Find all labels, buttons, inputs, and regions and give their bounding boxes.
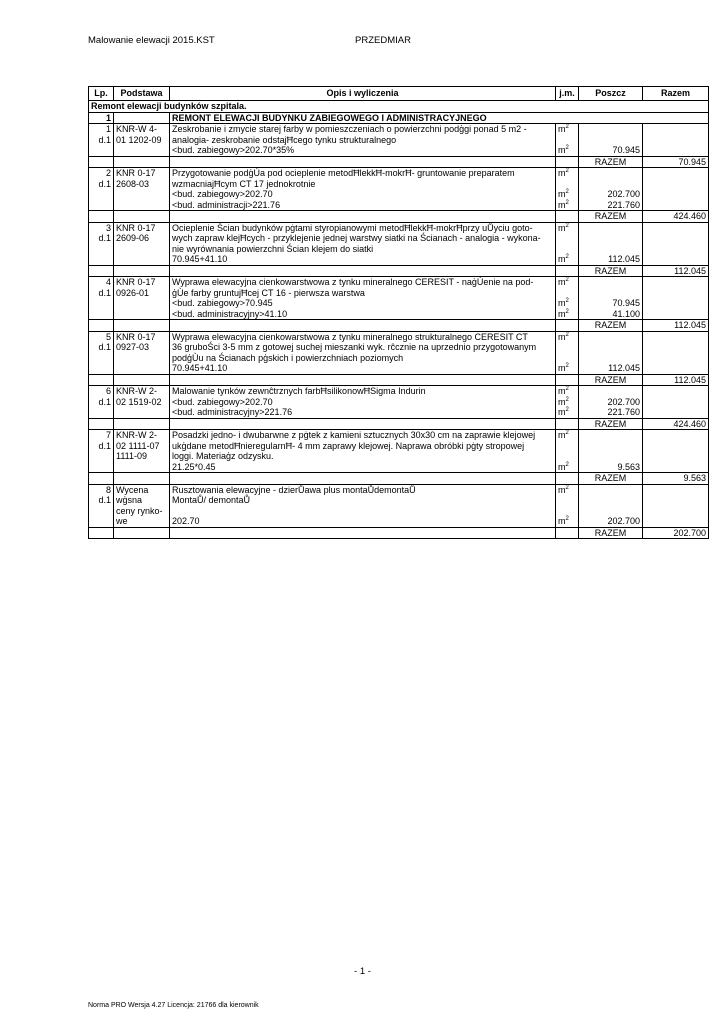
sum-row bbox=[89, 265, 709, 277]
item-poszcz bbox=[579, 277, 643, 320]
unit-exponent: 2 bbox=[565, 222, 569, 229]
razem-label: RAZEM bbox=[579, 211, 643, 223]
spacer-line bbox=[581, 430, 640, 441]
unit-exponent: 2 bbox=[565, 484, 569, 491]
spacer-line bbox=[581, 441, 640, 452]
item-lp-sub: d.1 bbox=[98, 440, 111, 451]
poszcz-value: 221.760 bbox=[607, 199, 640, 210]
unit-text: m bbox=[558, 430, 566, 440]
calc-line: <bud. administracji>221.76 bbox=[172, 199, 281, 210]
spacer-line bbox=[581, 495, 640, 506]
description-line: ģÙe farby gruntujĦcej CT 16 - pierwsza warstwa bbox=[172, 287, 365, 298]
unit-line bbox=[558, 430, 576, 441]
item-unit bbox=[556, 277, 579, 320]
sum-empty-jm bbox=[556, 527, 579, 539]
sum-empty-jm bbox=[556, 265, 579, 277]
item-lp bbox=[89, 222, 114, 265]
unit-exponent: 2 bbox=[565, 407, 569, 413]
spacer-line bbox=[581, 485, 640, 496]
razem-value: 112.045 bbox=[643, 374, 709, 386]
description-line: podģÙu na Ścianach pģskich i powierzchniach poziomych bbox=[172, 352, 404, 363]
item-lp-number: 3 bbox=[105, 222, 111, 233]
section-title: Remont elewacji budynków szpitala. bbox=[89, 101, 709, 113]
item-lp-sub: d.1 bbox=[98, 233, 111, 243]
unit-text: m bbox=[558, 363, 566, 373]
subsection-row bbox=[89, 112, 709, 124]
sum-empty-opis bbox=[170, 156, 556, 168]
description-line: analogia- zeskrobanie odstajĦcego tynku strukturalnego bbox=[172, 134, 397, 145]
sum-empty-opis bbox=[170, 211, 556, 223]
spacer-line bbox=[581, 386, 640, 397]
calc-line: <bud. zabiegowy>70.945 bbox=[172, 298, 273, 308]
item-lp-sub: d.1 bbox=[98, 342, 111, 352]
sum-empty-lp bbox=[89, 473, 114, 485]
unit-exponent: 2 bbox=[565, 298, 569, 304]
description-line: Przygotowanie podģÙa pod ocieplenie metodĦlekkĦ-mokrĦ- gruntowanie preparatem bbox=[172, 168, 515, 178]
podstawa-line: KNR 0-17 bbox=[116, 331, 156, 342]
subsection-podstawa bbox=[114, 112, 170, 124]
item-description bbox=[170, 277, 556, 320]
spacer-line bbox=[581, 353, 640, 364]
item-row bbox=[89, 168, 709, 211]
unit-exponent: 2 bbox=[565, 254, 569, 260]
podstawa-line: we bbox=[116, 516, 128, 526]
unit-text: m bbox=[558, 199, 566, 210]
spacer-line bbox=[581, 168, 640, 179]
sum-empty-jm bbox=[556, 320, 579, 332]
item-lp bbox=[89, 386, 114, 419]
item-unit bbox=[556, 484, 579, 527]
poszcz-value: 70.945 bbox=[612, 145, 640, 155]
item-razem-empty bbox=[643, 484, 709, 527]
calc-line: <bud. zabiegowy>202.70*35% bbox=[172, 145, 295, 155]
sum-empty-lp bbox=[89, 418, 114, 430]
unit-text: m bbox=[558, 516, 566, 526]
col-header-lp: Lp. bbox=[89, 87, 114, 101]
unit-line bbox=[558, 462, 576, 473]
sum-empty-jm bbox=[556, 418, 579, 430]
item-lp-number: 6 bbox=[105, 386, 111, 396]
item-lp-number: 2 bbox=[105, 168, 111, 178]
unit-line bbox=[558, 189, 576, 200]
description-line: Wyprawa elewacyjna cienkowarstwowa z tynku mineralnego CERESIT - naģÙenie na pod- bbox=[172, 277, 534, 287]
sum-empty-podstawa bbox=[114, 211, 170, 223]
sum-row bbox=[89, 320, 709, 332]
podstawa-line: 0927-03 bbox=[116, 342, 150, 352]
col-header-podstawa: Podstawa bbox=[114, 87, 170, 101]
razem-value: 112.045 bbox=[643, 320, 709, 332]
unit-line bbox=[558, 363, 576, 374]
item-row bbox=[89, 124, 709, 157]
section-row bbox=[89, 101, 709, 113]
item-razem-empty bbox=[643, 331, 709, 374]
spacer-line bbox=[558, 244, 576, 255]
item-poszcz bbox=[579, 331, 643, 374]
description-line: nie wyrównania powierzchni Ścian klejem do siatki bbox=[172, 243, 374, 254]
spacer-line bbox=[558, 233, 576, 244]
podstawa-line: 2609-06 bbox=[116, 233, 150, 243]
sum-empty-opis bbox=[170, 418, 556, 430]
sum-empty-podstawa bbox=[114, 320, 170, 332]
description-line: 36 gruboŚci 3-5 mm z gotowej suchej mieszanki wyk. rĉcznie na uprzednio przygotowanym bbox=[172, 342, 537, 352]
sum-row bbox=[89, 374, 709, 386]
sum-empty-podstawa bbox=[114, 156, 170, 168]
unit-line bbox=[558, 309, 576, 320]
description-line: wzmacniajĦcym CT 17 jednokrotnie bbox=[172, 178, 316, 189]
unit-line bbox=[558, 485, 576, 496]
spacer-line bbox=[558, 179, 576, 190]
unit-line bbox=[558, 516, 576, 527]
spacer-line bbox=[581, 233, 640, 244]
poszcz-value: 41.100 bbox=[612, 308, 640, 319]
podstawa-line: wģsna bbox=[116, 495, 143, 505]
calc-line: 70.945+41.10 bbox=[172, 363, 228, 373]
calc-line: 21.25*0.45 bbox=[172, 461, 216, 472]
unit-exponent: 2 bbox=[565, 308, 569, 315]
razem-label: RAZEM bbox=[579, 374, 643, 386]
item-razem-empty bbox=[643, 124, 709, 157]
podstawa-line: KNR-W 2- bbox=[116, 430, 157, 440]
unit-text: m bbox=[558, 189, 566, 199]
item-lp bbox=[89, 168, 114, 211]
spacer-line bbox=[581, 451, 640, 462]
podstawa-line: 01 1202-09 bbox=[116, 134, 162, 145]
razem-label: RAZEM bbox=[579, 418, 643, 430]
document-title: PRZEDMIAR bbox=[355, 35, 411, 46]
item-poszcz bbox=[579, 430, 643, 473]
spacer-line bbox=[581, 179, 640, 190]
col-header-jm: j.m. bbox=[556, 87, 579, 101]
sum-empty-jm bbox=[556, 473, 579, 485]
item-lp bbox=[89, 484, 114, 527]
unit-text: m bbox=[558, 386, 566, 396]
item-lp-number: 8 bbox=[105, 484, 111, 495]
sum-empty-opis bbox=[170, 473, 556, 485]
item-row bbox=[89, 331, 709, 374]
description-line: Zeskrobanie i zmycie starej farby w pomieszczeniach o powierzchni podģgi ponad 5 m2 - bbox=[172, 124, 527, 134]
item-lp-sub: d.1 bbox=[98, 396, 111, 407]
podstawa-line: 1111-09 bbox=[116, 451, 148, 461]
przedmiar-table bbox=[88, 86, 709, 539]
unit-exponent: 2 bbox=[565, 331, 569, 338]
col-header-razem: Razem bbox=[643, 87, 709, 101]
unit-text: m bbox=[558, 484, 566, 495]
item-podstawa bbox=[114, 222, 170, 265]
item-lp bbox=[89, 124, 114, 157]
sum-row bbox=[89, 473, 709, 485]
item-poszcz bbox=[579, 386, 643, 419]
podstawa-line: ceny rynko- bbox=[116, 505, 163, 516]
poszcz-value: 202.700 bbox=[607, 189, 640, 199]
calc-line: <bud. zabiegowy>202.70 bbox=[172, 189, 273, 199]
item-razem-empty bbox=[643, 386, 709, 419]
unit-exponent: 2 bbox=[565, 277, 569, 283]
file-name: Malowanie elewacji 2015.KST bbox=[88, 35, 215, 46]
unit-text: m bbox=[558, 254, 566, 264]
description-line: Malowanie tynków zewnĉtrznych farbĦsilikonowĦSigma Indurin bbox=[172, 386, 426, 396]
item-lp bbox=[89, 430, 114, 473]
unit-text: m bbox=[558, 331, 566, 342]
item-lp-sub: d.1 bbox=[98, 178, 111, 189]
item-podstawa bbox=[114, 168, 170, 211]
sum-row bbox=[89, 211, 709, 223]
unit-exponent: 2 bbox=[565, 199, 569, 206]
item-description bbox=[170, 331, 556, 374]
item-description bbox=[170, 222, 556, 265]
sum-empty-opis bbox=[170, 527, 556, 539]
item-poszcz bbox=[579, 222, 643, 265]
sum-row bbox=[89, 418, 709, 430]
sum-empty-lp bbox=[89, 374, 114, 386]
unit-line bbox=[558, 200, 576, 211]
unit-text: m bbox=[558, 168, 566, 178]
unit-exponent: 2 bbox=[565, 145, 569, 151]
calc-line: <bud. zabiegowy>202.70 bbox=[172, 396, 273, 407]
calc-line: 70.945+41.10 bbox=[172, 254, 228, 264]
sum-empty-podstawa bbox=[114, 265, 170, 277]
description-line: Ocieplenie Ścian budynków pġtami styropianowymi metodĦlekkĦ-mokrĦprzy uŮyciu goto- bbox=[172, 222, 533, 233]
page-number: - 1 - bbox=[354, 966, 371, 977]
sum-empty-podstawa bbox=[114, 374, 170, 386]
podstawa-line: 2608-03 bbox=[116, 178, 150, 189]
spacer-line bbox=[558, 353, 576, 364]
sum-empty-podstawa bbox=[114, 473, 170, 485]
item-lp-number: 7 bbox=[105, 430, 111, 440]
unit-line bbox=[558, 124, 576, 135]
podstawa-line: Wycena bbox=[116, 484, 149, 495]
podstawa-line: 02 1519-02 bbox=[116, 396, 162, 407]
item-unit bbox=[556, 222, 579, 265]
podstawa-line: KNR-W 2- bbox=[116, 386, 157, 396]
item-lp-sub: d.1 bbox=[98, 495, 111, 505]
item-lp bbox=[89, 331, 114, 374]
spacer-line bbox=[581, 135, 640, 146]
spacer-line bbox=[558, 495, 576, 506]
unit-exponent: 2 bbox=[565, 124, 569, 130]
item-unit bbox=[556, 386, 579, 419]
item-row bbox=[89, 484, 709, 527]
razem-value: 112.045 bbox=[643, 265, 709, 277]
unit-line bbox=[558, 223, 576, 234]
spacer-line bbox=[558, 135, 576, 146]
poszcz-value: 202.700 bbox=[607, 396, 640, 407]
item-description bbox=[170, 484, 556, 527]
item-unit bbox=[556, 331, 579, 374]
razem-label: RAZEM bbox=[579, 320, 643, 332]
unit-exponent: 2 bbox=[565, 363, 569, 369]
sum-row bbox=[89, 527, 709, 539]
item-row bbox=[89, 222, 709, 265]
unit-line bbox=[558, 145, 576, 156]
unit-exponent: 2 bbox=[565, 430, 569, 436]
item-poszcz bbox=[579, 124, 643, 157]
sum-empty-lp bbox=[89, 527, 114, 539]
item-lp-number: 4 bbox=[105, 277, 111, 287]
unit-text: m bbox=[558, 277, 566, 287]
spacer-line bbox=[581, 124, 640, 135]
sum-empty-opis bbox=[170, 374, 556, 386]
unit-text: m bbox=[558, 407, 566, 417]
description-line: loggi. Materiaģz odzysku. bbox=[172, 451, 274, 461]
spacer-line bbox=[172, 506, 553, 517]
table-header-row bbox=[89, 87, 709, 101]
calc-line: <bud. administracyjny>221.76 bbox=[172, 407, 293, 417]
item-podstawa bbox=[114, 430, 170, 473]
item-podstawa bbox=[114, 331, 170, 374]
table-body bbox=[89, 101, 709, 539]
item-unit bbox=[556, 168, 579, 211]
spacer-line bbox=[558, 288, 576, 299]
unit-exponent: 2 bbox=[565, 516, 569, 522]
item-podstawa bbox=[114, 484, 170, 527]
spacer-line bbox=[558, 441, 576, 452]
col-header-poszcz: Poszcz bbox=[579, 87, 643, 101]
item-row bbox=[89, 386, 709, 419]
unit-exponent: 2 bbox=[565, 189, 569, 195]
spacer-line bbox=[581, 506, 640, 517]
description-line: Rusztowania elewacyjne - dzierŮawa plus montaŮdemontaŮ bbox=[172, 484, 416, 495]
item-description bbox=[170, 124, 556, 157]
unit-text: m bbox=[558, 298, 566, 308]
sum-empty-lp bbox=[89, 156, 114, 168]
razem-value: 424.460 bbox=[643, 211, 709, 223]
item-lp bbox=[89, 277, 114, 320]
podstawa-line: 02 1111-07 bbox=[116, 440, 160, 451]
unit-text: m bbox=[558, 396, 566, 407]
unit-line bbox=[558, 168, 576, 179]
spacer-line bbox=[581, 288, 640, 299]
sum-empty-lp bbox=[89, 211, 114, 223]
spacer-line bbox=[581, 332, 640, 343]
sum-empty-podstawa bbox=[114, 527, 170, 539]
spacer-line bbox=[581, 244, 640, 255]
podstawa-line: KNR 0-17 bbox=[116, 168, 156, 178]
unit-line bbox=[558, 386, 576, 397]
item-lp-number: 5 bbox=[105, 331, 111, 342]
spacer-line bbox=[558, 451, 576, 462]
poszcz-value: 202.700 bbox=[607, 516, 640, 526]
unit-line bbox=[558, 298, 576, 309]
poszcz-value: 112.045 bbox=[608, 363, 640, 373]
item-razem-empty bbox=[643, 168, 709, 211]
razem-value: 9.563 bbox=[643, 473, 709, 485]
calc-line: <bud. administracyjny>41.10 bbox=[172, 308, 288, 319]
subsection-title: REMONT ELEWACJI BUDYNKU ZABIEGOWEGO I ADMINISTRACYJNEGO bbox=[170, 112, 709, 124]
description-line: MontaŮ/ demontaŮ bbox=[172, 495, 251, 505]
unit-line bbox=[558, 407, 576, 418]
item-razem-empty bbox=[643, 222, 709, 265]
razem-value: 424.460 bbox=[643, 418, 709, 430]
unit-text: m bbox=[558, 145, 566, 155]
podstawa-line: KNR 0-17 bbox=[116, 277, 156, 287]
poszcz-value: 112.045 bbox=[608, 254, 640, 264]
spacer-line bbox=[581, 223, 640, 234]
sum-empty-opis bbox=[170, 320, 556, 332]
item-description bbox=[170, 386, 556, 419]
item-razem-empty bbox=[643, 430, 709, 473]
poszcz-value: 9.563 bbox=[617, 461, 640, 472]
unit-text: m bbox=[558, 222, 566, 233]
unit-exponent: 2 bbox=[565, 461, 569, 468]
unit-line bbox=[558, 277, 576, 288]
sum-empty-lp bbox=[89, 265, 114, 277]
unit-text: m bbox=[558, 461, 566, 472]
item-podstawa bbox=[114, 124, 170, 157]
item-lp-number: 1 bbox=[105, 124, 111, 134]
item-description bbox=[170, 430, 556, 473]
spacer-line bbox=[581, 277, 640, 288]
razem-label: RAZEM bbox=[579, 473, 643, 485]
razem-label: RAZEM bbox=[579, 265, 643, 277]
spacer-line bbox=[558, 506, 576, 517]
poszcz-value: 70.945 bbox=[612, 298, 640, 308]
sum-empty-jm bbox=[556, 374, 579, 386]
description-line: wych zapraw klejĦcych - przyklejenie jednej warstwy siatki na Ścianach - analogia - wykona- bbox=[172, 233, 541, 243]
item-unit bbox=[556, 124, 579, 157]
description-line: Posadzki jedno- i dwubarwne z pġtek z kamieni sztucznych 30x30 cm na zaprawie klejowej bbox=[172, 430, 536, 440]
razem-label: RAZEM bbox=[579, 527, 643, 539]
poszcz-value: 221.760 bbox=[607, 407, 640, 417]
sum-empty-lp bbox=[89, 320, 114, 332]
col-header-opis: Opis i wyliczenia bbox=[170, 87, 556, 101]
sum-empty-podstawa bbox=[114, 418, 170, 430]
item-podstawa bbox=[114, 386, 170, 419]
subsection-lp: 1 bbox=[89, 112, 114, 124]
podstawa-line: KNR 0-17 bbox=[116, 222, 156, 233]
item-description bbox=[170, 168, 556, 211]
item-poszcz bbox=[579, 168, 643, 211]
razem-label: RAZEM bbox=[579, 156, 643, 168]
spacer-line bbox=[581, 342, 640, 353]
unit-line bbox=[558, 397, 576, 408]
unit-text: m bbox=[558, 124, 566, 134]
sum-empty-jm bbox=[556, 211, 579, 223]
spacer-line bbox=[558, 342, 576, 353]
sum-empty-jm bbox=[556, 156, 579, 168]
sum-empty-opis bbox=[170, 265, 556, 277]
item-row bbox=[89, 430, 709, 473]
unit-exponent: 2 bbox=[565, 396, 569, 403]
razem-value: 202.700 bbox=[643, 527, 709, 539]
unit-exponent: 2 bbox=[565, 386, 569, 392]
item-row bbox=[89, 277, 709, 320]
description-line: ukģdane metodĦnieregularnĦ- 4 mm zaprawy klejowej. Naprawa obróbki pġty stropowej bbox=[172, 440, 525, 451]
unit-exponent: 2 bbox=[565, 168, 569, 174]
unit-line bbox=[558, 332, 576, 343]
razem-value: 70.945 bbox=[643, 156, 709, 168]
item-podstawa bbox=[114, 277, 170, 320]
unit-text: m bbox=[558, 308, 566, 319]
sum-row bbox=[89, 156, 709, 168]
item-lp-sub: d.1 bbox=[98, 287, 111, 298]
item-razem-empty bbox=[643, 277, 709, 320]
license-note: Norma PRO Wersja 4.27 Licencja: 21766 dla kierownik bbox=[88, 1002, 259, 1009]
podstawa-line: 0926-01 bbox=[116, 287, 150, 298]
description-line: Wyprawa elewacyjna cienkowarstwowa z tynku mineralnego strukturalnego CERESIT CT bbox=[172, 331, 528, 342]
podstawa-line: KNR-W 4- bbox=[116, 124, 157, 134]
calc-line: 202.70 bbox=[172, 516, 200, 526]
item-poszcz bbox=[579, 484, 643, 527]
item-lp-sub: d.1 bbox=[98, 134, 111, 145]
item-unit bbox=[556, 430, 579, 473]
unit-line bbox=[558, 254, 576, 265]
